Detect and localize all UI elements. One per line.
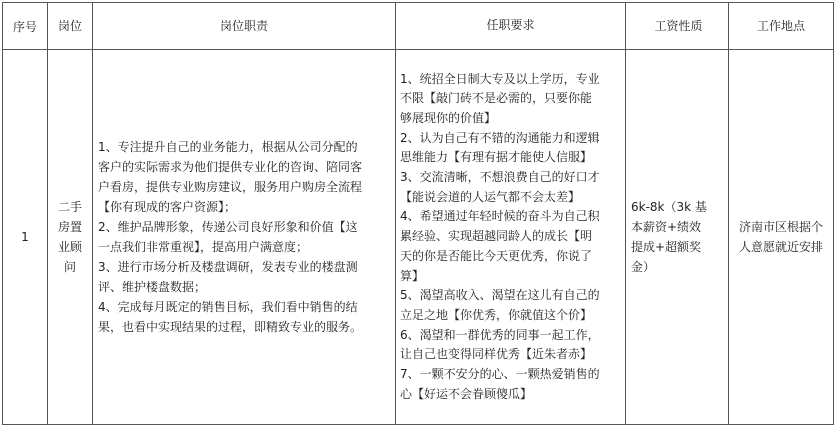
header-location: 工作地点 (729, 3, 834, 50)
duty-line: 3、进行市场分析及楼盘调研，发表专业的楼盘测 (98, 260, 358, 274)
header-requirements: 任职要求 (396, 3, 626, 50)
requirement-line: 4、希望通过年轻时候的奋斗为自己积 (400, 209, 600, 224)
position-line: 问 (63, 260, 76, 274)
duty-line: 4、完成每月既定的销售目标，我们看中销售的结 (98, 300, 358, 314)
duty-line: 客户的实际需求为他们提供专业化的咨询、陪同客 (98, 160, 363, 174)
header-duties: 岗位职责 (93, 3, 396, 50)
position-line: 房置 (57, 220, 82, 234)
header-num: 序号 (3, 3, 48, 50)
requirement-line: 算】 (400, 268, 425, 283)
duty-line: 评、维护楼盘数据； (98, 280, 207, 294)
duty-line: 【你有现成的客户资源】； (98, 200, 237, 214)
requirement-line: 1、统招全日制大专及以上学历，专业 (400, 71, 600, 86)
row-salary (626, 50, 729, 425)
requirement-line: 3、交流清晰，不想浪费自己的好口才 (400, 170, 600, 185)
job-table (2, 2, 834, 425)
position-line: 二手 (57, 200, 82, 214)
salary-line: 金） (631, 260, 656, 274)
requirement-line: 思维能力【有理有据才能使人信服】 (400, 150, 593, 165)
requirement-line: 6、渴望和一群优秀的同事一起工作， (400, 327, 600, 342)
salary-line: 提成+超额奖 (631, 240, 702, 254)
table-row (3, 50, 834, 425)
requirement-line: 【能说会道的人运气都不会太差】 (400, 189, 581, 204)
requirement-line: 累经验、实现超越同龄人的成长【明 (400, 229, 593, 244)
row-num: 1 (3, 50, 48, 425)
duty-line: 一点我们非常重视】，提高用户满意度； (98, 240, 309, 254)
header-position: 岗位 (48, 3, 93, 50)
requirement-line: 立足之地【你优秀，你就值这个价】 (400, 307, 593, 322)
salary-line: 本薪资+绩效 (631, 220, 702, 234)
position-line: 业顾 (57, 240, 82, 254)
requirement-line: 天的你是否能比今天更优秀，你说了 (400, 248, 593, 263)
salary-line: 6k-8k（3k 基 (631, 200, 707, 214)
duty-line: 1、专注提升自己的业务能力，根据从公司分配的 (98, 140, 358, 154)
requirement-line: 让自己也变得同样优秀【近朱者赤】 (400, 347, 593, 362)
row-duties (93, 50, 396, 425)
requirement-line: 5、渴望高收入、渴望在这儿有自己的 (400, 288, 600, 303)
requirement-line: 够展现你的价值】 (400, 110, 497, 125)
row-position (48, 50, 93, 425)
requirement-line: 7、一颗不安分的心、一颗热爱销售的 (400, 367, 600, 382)
header-row (3, 3, 834, 50)
duty-line: 果，也看中实现结果的过程，即精致专业的服务。 (98, 320, 363, 334)
duty-line: 2、维护品牌形象，传递公司良好形象和价值【这 (98, 220, 358, 234)
location-line: 济南市区根据个 (738, 220, 823, 234)
header-salary: 工资性质 (626, 3, 729, 50)
row-requirements (396, 50, 626, 425)
requirement-line: 心【好运不会眷顾傻瓜】 (400, 386, 533, 401)
row-location (729, 50, 834, 425)
requirement-line: 2、认为自己有不错的沟通能力和逻辑 (400, 130, 600, 145)
requirement-line: 不限【敲门砖不是必需的，只要你能 (400, 91, 593, 106)
duty-line: 户看房，提供专业购房建议，服务用户购房全流程 (98, 180, 363, 194)
location-line: 人意愿就近安排 (738, 240, 823, 254)
